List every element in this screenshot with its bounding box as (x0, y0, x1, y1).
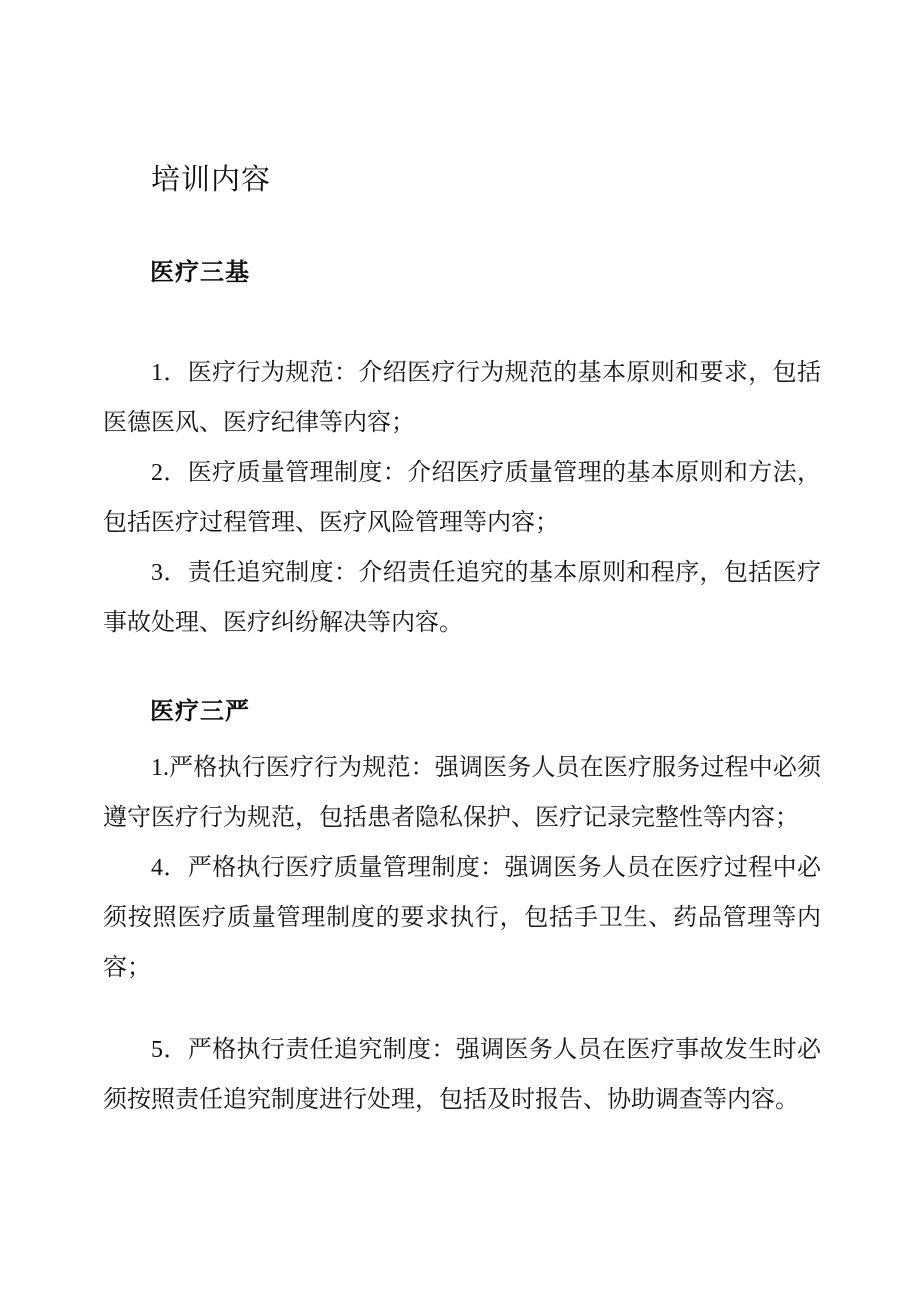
paragraph-basics-item-3: 3．责任追究制度：介绍责任追究的基本原则和程序，包括医疗事故处理、医疗纠纷解决等内容。 (103, 560, 821, 637)
paragraph-stricts-item-5: 5．严格执行责任追究制度：强调医务人员在医疗事故发生时必须按照责任追究制度进行处理，包括及时报告、协助调查等内容。 (103, 1037, 821, 1114)
paragraph-basics-item-1: 1．医疗行为规范：介绍医疗行为规范的基本原则和要求，包括医德医风、医疗纪律等内容； (103, 360, 821, 437)
section-medical-three-stricts (103, 698, 821, 1125)
paragraph-stricts-item-4: 4．严格执行医疗质量管理制度：强调医务人员在医疗过程中必须按照医疗质量管理制度的要求执行，包括手卫生、药品管理等内容； (103, 855, 821, 982)
section-heading-three-basics: 医疗三基 (150, 260, 250, 287)
paragraph-stricts-item-1: 1.严格执行医疗行为规范：强调医务人员在医疗服务过程中必须遵守医疗行为规范，包括患者隐私保护、医疗记录完整性等内容； (103, 755, 821, 832)
section-heading-three-stricts: 医疗三严 (150, 699, 250, 726)
page-title: 培训内容 (151, 164, 272, 196)
section-medical-three-basics (103, 259, 821, 648)
paragraph-basics-item-2: 2．医疗质量管理制度：介绍医疗质量管理的基本原则和方法，包括医疗过程管理、医疗风险管理等内容； (103, 460, 821, 537)
